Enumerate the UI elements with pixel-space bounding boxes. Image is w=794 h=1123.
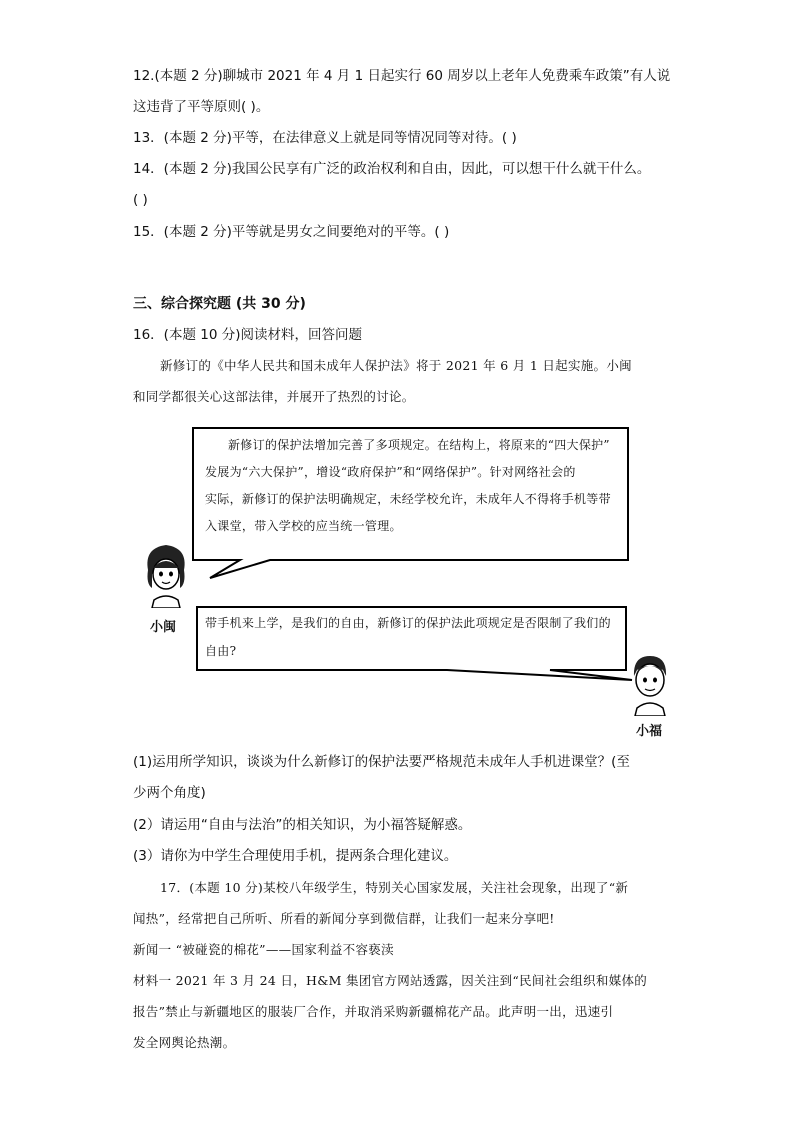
section-3-heading: 三、综合探究题 (共 30 分) — [133, 296, 306, 312]
q16-material-line-1: 新修订的《中华人民共和国未成年人保护法》将于 2021 年 6 月 1 日起实施。小闽 — [160, 358, 632, 373]
q16-sub-2: (2）请运用“自由与法治”的相关知识，为小福答疑解惑。 — [133, 817, 472, 833]
girl-name-label: 小闽 — [150, 620, 177, 635]
question-15: 15．(本题 2 分)平等就是男女之间要绝对的平等。( ) — [133, 224, 450, 240]
question-12-line-2: 这违背了平等原则( )。 — [133, 99, 270, 115]
q16-sub-1-line-1: (1)运用所学知识，谈谈为什么新修订的保护法要严格规范未成年人手机进课堂？(至 — [133, 754, 630, 770]
bubble-1-line-1: 新修订的保护法增加完善了多项规定。在结构上，将原来的“四大保护” — [228, 438, 610, 452]
q17-material-line-3: 发全网舆论热潮。 — [133, 1035, 236, 1050]
news-1-title: 新闻一 “被碰瓷的棉花”——国家利益不容亵渎 — [133, 942, 394, 957]
question-17-stem-line-2: 闻热”，经常把自己所听、所看的新闻分享到微信群，让我们一起来分享吧! — [133, 911, 555, 926]
bubble-1-line-3: 实际，新修订的保护法明确规定，未经学校允许，未成年人不得将手机等带 — [205, 492, 611, 506]
q17-material-line-1: 材料一 2021 年 3 月 24 日，H&M 集团官方网站透露，因关注到“民间社会组织和媒体的 — [133, 973, 648, 988]
bubble-2-line-2: 自由? — [205, 644, 237, 658]
question-13: 13．(本题 2 分)平等，在法律意义上就是同等情况同等对待。( ) — [133, 130, 517, 146]
q16-sub-3: (3）请你为中学生合理使用手机，提两条合理化建议。 — [133, 848, 458, 864]
question-14-line-1: 14．(本题 2 分)我国公民享有广泛的政治权利和自由，因此，可以想干什么就干什么。 — [133, 161, 651, 177]
q16-material-line-2: 和同学都很关心这部法律，并展开了热烈的讨论。 — [133, 389, 415, 404]
girl-avatar-icon — [140, 540, 192, 608]
q16-sub-1-line-2: 少两个角度) — [133, 785, 206, 801]
q17-material-line-2: 报告”禁止与新疆地区的服装厂合作，并取消采购新疆棉花产品。此声明一出，迅速引 — [133, 1004, 614, 1019]
question-14-line-2: ( ) — [133, 192, 148, 208]
question-12-line-1: 12.(本题 2 分)聊城市 2021 年 4 月 1 日起实行 60 周岁以上老年人免费乘车政策”有人说 — [133, 68, 671, 84]
boy-name-label: 小福 — [636, 724, 663, 739]
question-17-stem-line-1: 17．(本题 10 分)某校八年级学生，特别关心国家发展，关注社会现象，出现了“新 — [160, 880, 629, 895]
bubble-1-line-4: 入课堂，带入学校的应当统一管理。 — [205, 519, 402, 533]
boy-avatar-icon — [625, 652, 675, 716]
question-16-stem: 16．(本题 10 分)阅读材料，回答问题 — [133, 327, 362, 343]
bubble-2-line-1: 带手机来上学，是我们的自由，新修订的保护法此项规定是否限制了我们的 — [205, 616, 611, 630]
bubble-1-line-2: 发展为“六大保护”，增设“政府保护”和“网络保护”。针对网络社会的 — [205, 465, 576, 479]
